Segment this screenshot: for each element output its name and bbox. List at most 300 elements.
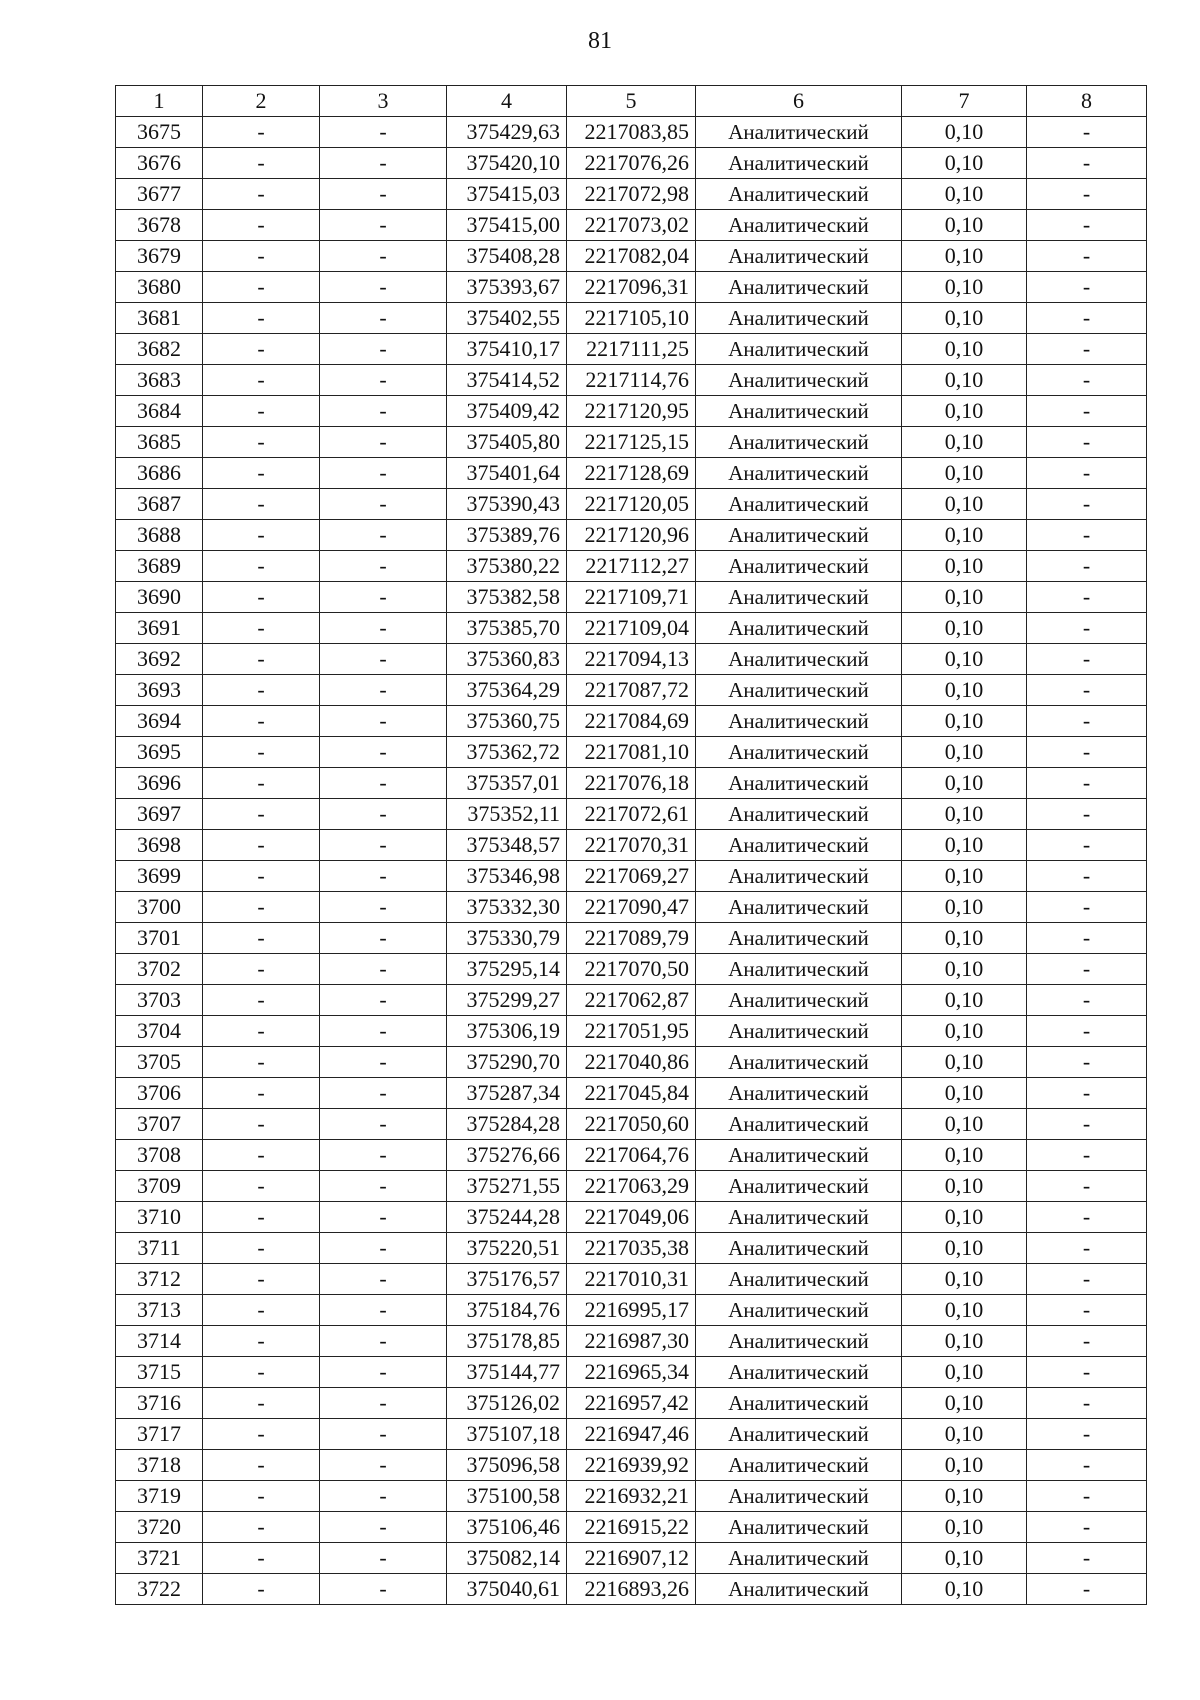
coord-y: 2217120,95 [567, 396, 696, 427]
table-row [116, 675, 1147, 706]
col-8-value: - [1027, 954, 1147, 985]
method: Аналитический [696, 1078, 902, 1109]
coord-y: 2217082,04 [567, 241, 696, 272]
coord-y: 2216995,17 [567, 1295, 696, 1326]
col-8-value: - [1027, 148, 1147, 179]
coord-y: 2216965,34 [567, 1357, 696, 1388]
point-number: 3704 [116, 1016, 203, 1047]
table-row [116, 799, 1147, 830]
table-row [116, 1202, 1147, 1233]
coord-x: 375271,55 [447, 1171, 567, 1202]
method: Аналитический [696, 1202, 902, 1233]
point-number: 3712 [116, 1264, 203, 1295]
col-2-value: - [203, 520, 320, 551]
col-3-value: - [320, 1574, 447, 1605]
coord-x: 375402,55 [447, 303, 567, 334]
table-row [116, 706, 1147, 737]
coord-x: 375364,29 [447, 675, 567, 706]
accuracy: 0,10 [902, 179, 1027, 210]
accuracy: 0,10 [902, 1450, 1027, 1481]
point-number: 3692 [116, 644, 203, 675]
point-number: 3719 [116, 1481, 203, 1512]
col-8-value: - [1027, 830, 1147, 861]
col-2-value: - [203, 1078, 320, 1109]
method: Аналитический [696, 923, 902, 954]
col-8-value: - [1027, 179, 1147, 210]
accuracy: 0,10 [902, 1543, 1027, 1574]
method: Аналитический [696, 1233, 902, 1264]
accuracy: 0,10 [902, 613, 1027, 644]
accuracy: 0,10 [902, 1202, 1027, 1233]
table-row [116, 1109, 1147, 1140]
column-header: 8 [1027, 86, 1147, 117]
col-2-value: - [203, 551, 320, 582]
table-row [116, 985, 1147, 1016]
col-8-value: - [1027, 1264, 1147, 1295]
table-row [116, 272, 1147, 303]
point-number: 3718 [116, 1450, 203, 1481]
point-number: 3707 [116, 1109, 203, 1140]
accuracy: 0,10 [902, 365, 1027, 396]
col-2-value: - [203, 737, 320, 768]
accuracy: 0,10 [902, 1295, 1027, 1326]
accuracy: 0,10 [902, 1233, 1027, 1264]
coord-y: 2217072,61 [567, 799, 696, 830]
accuracy: 0,10 [902, 954, 1027, 985]
coord-y: 2217109,71 [567, 582, 696, 613]
method: Аналитический [696, 1388, 902, 1419]
col-2-value: - [203, 210, 320, 241]
col-2-value: - [203, 303, 320, 334]
method: Аналитический [696, 1574, 902, 1605]
method: Аналитический [696, 1264, 902, 1295]
col-8-value: - [1027, 303, 1147, 334]
col-3-value: - [320, 1078, 447, 1109]
col-8-value: - [1027, 520, 1147, 551]
coord-y: 2217063,29 [567, 1171, 696, 1202]
coord-x: 375040,61 [447, 1574, 567, 1605]
point-number: 3675 [116, 117, 203, 148]
method: Аналитический [696, 737, 902, 768]
col-2-value: - [203, 644, 320, 675]
coord-x: 375126,02 [447, 1388, 567, 1419]
coord-x: 375382,58 [447, 582, 567, 613]
coord-y: 2217069,27 [567, 861, 696, 892]
col-8-value: - [1027, 1543, 1147, 1574]
point-number: 3681 [116, 303, 203, 334]
coord-y: 2217112,27 [567, 551, 696, 582]
col-3-value: - [320, 1140, 447, 1171]
col-2-value: - [203, 1047, 320, 1078]
col-2-value: - [203, 1543, 320, 1574]
accuracy: 0,10 [902, 675, 1027, 706]
point-number: 3711 [116, 1233, 203, 1264]
table-row [116, 1171, 1147, 1202]
accuracy: 0,10 [902, 737, 1027, 768]
col-8-value: - [1027, 1016, 1147, 1047]
col-2-value: - [203, 985, 320, 1016]
col-8-value: - [1027, 1078, 1147, 1109]
column-header: 6 [696, 86, 902, 117]
method: Аналитический [696, 1140, 902, 1171]
coord-x: 375290,70 [447, 1047, 567, 1078]
col-3-value: - [320, 458, 447, 489]
method: Аналитический [696, 1016, 902, 1047]
accuracy: 0,10 [902, 1512, 1027, 1543]
col-3-value: - [320, 148, 447, 179]
page-number: 81 [588, 28, 612, 54]
table-row [116, 334, 1147, 365]
point-number: 3720 [116, 1512, 203, 1543]
coord-x: 375107,18 [447, 1419, 567, 1450]
col-2-value: - [203, 1109, 320, 1140]
col-3-value: - [320, 1419, 447, 1450]
method: Аналитический [696, 1171, 902, 1202]
col-3-value: - [320, 1357, 447, 1388]
col-8-value: - [1027, 117, 1147, 148]
col-8-value: - [1027, 1047, 1147, 1078]
col-3-value: - [320, 830, 447, 861]
col-2-value: - [203, 1388, 320, 1419]
point-number: 3698 [116, 830, 203, 861]
coord-y: 2217062,87 [567, 985, 696, 1016]
point-number: 3706 [116, 1078, 203, 1109]
coord-x: 375330,79 [447, 923, 567, 954]
method: Аналитический [696, 985, 902, 1016]
coord-y: 2217120,05 [567, 489, 696, 520]
point-number: 3682 [116, 334, 203, 365]
coord-x: 375360,75 [447, 706, 567, 737]
table-row [116, 520, 1147, 551]
col-8-value: - [1027, 365, 1147, 396]
coord-x: 375184,76 [447, 1295, 567, 1326]
col-2-value: - [203, 1264, 320, 1295]
col-2-value: - [203, 1357, 320, 1388]
column-header: 5 [567, 86, 696, 117]
table-row [116, 1512, 1147, 1543]
col-3-value: - [320, 985, 447, 1016]
col-2-value: - [203, 799, 320, 830]
accuracy: 0,10 [902, 117, 1027, 148]
point-number: 3679 [116, 241, 203, 272]
point-number: 3696 [116, 768, 203, 799]
col-2-value: - [203, 1419, 320, 1450]
table-row [116, 1016, 1147, 1047]
col-3-value: - [320, 954, 447, 985]
col-8-value: - [1027, 272, 1147, 303]
accuracy: 0,10 [902, 985, 1027, 1016]
col-3-value: - [320, 799, 447, 830]
coord-y: 2217089,79 [567, 923, 696, 954]
col-2-value: - [203, 427, 320, 458]
accuracy: 0,10 [902, 396, 1027, 427]
table-row [116, 1326, 1147, 1357]
coord-y: 2217051,95 [567, 1016, 696, 1047]
col-8-value: - [1027, 613, 1147, 644]
method: Аналитический [696, 210, 902, 241]
col-2-value: - [203, 1481, 320, 1512]
point-number: 3676 [116, 148, 203, 179]
coord-x: 375380,22 [447, 551, 567, 582]
col-3-value: - [320, 923, 447, 954]
col-8-value: - [1027, 799, 1147, 830]
col-8-value: - [1027, 1109, 1147, 1140]
coord-x: 375360,83 [447, 644, 567, 675]
table-row [116, 1295, 1147, 1326]
coord-x: 375420,10 [447, 148, 567, 179]
col-2-value: - [203, 1140, 320, 1171]
point-number: 3702 [116, 954, 203, 985]
accuracy: 0,10 [902, 241, 1027, 272]
coordinates-table [115, 85, 1147, 1605]
coord-x: 375357,01 [447, 768, 567, 799]
col-2-value: - [203, 954, 320, 985]
col-3-value: - [320, 210, 447, 241]
col-8-value: - [1027, 1326, 1147, 1357]
col-2-value: - [203, 1574, 320, 1605]
table-row [116, 1357, 1147, 1388]
accuracy: 0,10 [902, 489, 1027, 520]
accuracy: 0,10 [902, 303, 1027, 334]
col-3-value: - [320, 1512, 447, 1543]
coord-x: 375390,43 [447, 489, 567, 520]
table-row [116, 923, 1147, 954]
coord-y: 2217076,18 [567, 768, 696, 799]
col-2-value: - [203, 768, 320, 799]
col-3-value: - [320, 892, 447, 923]
col-3-value: - [320, 644, 447, 675]
point-number: 3699 [116, 861, 203, 892]
method: Аналитический [696, 458, 902, 489]
point-number: 3694 [116, 706, 203, 737]
coord-x: 375287,34 [447, 1078, 567, 1109]
col-2-value: - [203, 613, 320, 644]
point-number: 3686 [116, 458, 203, 489]
coord-x: 375393,67 [447, 272, 567, 303]
col-8-value: - [1027, 892, 1147, 923]
accuracy: 0,10 [902, 1171, 1027, 1202]
table-row [116, 861, 1147, 892]
coordinates-table-container [115, 85, 1146, 1605]
coord-y: 2216939,92 [567, 1450, 696, 1481]
accuracy: 0,10 [902, 551, 1027, 582]
point-number: 3697 [116, 799, 203, 830]
point-number: 3708 [116, 1140, 203, 1171]
method: Аналитический [696, 241, 902, 272]
column-header: 1 [116, 86, 203, 117]
table-row [116, 1388, 1147, 1419]
col-8-value: - [1027, 923, 1147, 954]
col-3-value: - [320, 613, 447, 644]
coord-x: 375415,03 [447, 179, 567, 210]
accuracy: 0,10 [902, 861, 1027, 892]
col-3-value: - [320, 179, 447, 210]
table-row [116, 303, 1147, 334]
col-3-value: - [320, 1016, 447, 1047]
coord-y: 2217111,25 [567, 334, 696, 365]
col-2-value: - [203, 179, 320, 210]
accuracy: 0,10 [902, 1326, 1027, 1357]
table-row [116, 1450, 1147, 1481]
col-3-value: - [320, 1543, 447, 1574]
point-number: 3689 [116, 551, 203, 582]
col-2-value: - [203, 1202, 320, 1233]
col-2-value: - [203, 1450, 320, 1481]
point-number: 3705 [116, 1047, 203, 1078]
coord-y: 2217105,10 [567, 303, 696, 334]
col-8-value: - [1027, 1388, 1147, 1419]
coord-x: 375096,58 [447, 1450, 567, 1481]
accuracy: 0,10 [902, 210, 1027, 241]
col-3-value: - [320, 551, 447, 582]
accuracy: 0,10 [902, 427, 1027, 458]
col-3-value: - [320, 1047, 447, 1078]
col-8-value: - [1027, 1171, 1147, 1202]
method: Аналитический [696, 644, 902, 675]
col-3-value: - [320, 1481, 447, 1512]
table-row [116, 1574, 1147, 1605]
coord-y: 2217010,31 [567, 1264, 696, 1295]
coord-y: 2216957,42 [567, 1388, 696, 1419]
method: Аналитический [696, 706, 902, 737]
table-row [116, 365, 1147, 396]
coord-y: 2217120,96 [567, 520, 696, 551]
accuracy: 0,10 [902, 1140, 1027, 1171]
point-number: 3703 [116, 985, 203, 1016]
table-row [116, 1140, 1147, 1171]
col-8-value: - [1027, 1202, 1147, 1233]
col-8-value: - [1027, 458, 1147, 489]
col-2-value: - [203, 675, 320, 706]
table-row [116, 1264, 1147, 1295]
table-row [116, 737, 1147, 768]
col-8-value: - [1027, 582, 1147, 613]
table-header-row [116, 86, 1147, 117]
accuracy: 0,10 [902, 892, 1027, 923]
col-3-value: - [320, 117, 447, 148]
col-8-value: - [1027, 427, 1147, 458]
col-3-value: - [320, 1171, 447, 1202]
table-row [116, 179, 1147, 210]
coord-y: 2217050,60 [567, 1109, 696, 1140]
coord-y: 2217045,84 [567, 1078, 696, 1109]
col-8-value: - [1027, 737, 1147, 768]
accuracy: 0,10 [902, 830, 1027, 861]
col-8-value: - [1027, 1295, 1147, 1326]
coord-x: 375410,17 [447, 334, 567, 365]
col-8-value: - [1027, 675, 1147, 706]
accuracy: 0,10 [902, 1419, 1027, 1450]
method: Аналитический [696, 551, 902, 582]
col-2-value: - [203, 1512, 320, 1543]
coord-y: 2217073,02 [567, 210, 696, 241]
method: Аналитический [696, 1450, 902, 1481]
col-2-value: - [203, 582, 320, 613]
col-2-value: - [203, 489, 320, 520]
col-2-value: - [203, 1295, 320, 1326]
coord-x: 375348,57 [447, 830, 567, 861]
method: Аналитический [696, 179, 902, 210]
col-8-value: - [1027, 706, 1147, 737]
col-8-value: - [1027, 644, 1147, 675]
col-2-value: - [203, 830, 320, 861]
col-2-value: - [203, 272, 320, 303]
coord-y: 2217072,98 [567, 179, 696, 210]
table-row [116, 427, 1147, 458]
col-3-value: - [320, 737, 447, 768]
method: Аналитический [696, 148, 902, 179]
coord-y: 2217128,69 [567, 458, 696, 489]
col-2-value: - [203, 334, 320, 365]
coord-x: 375346,98 [447, 861, 567, 892]
point-number: 3709 [116, 1171, 203, 1202]
col-8-value: - [1027, 210, 1147, 241]
point-number: 3716 [116, 1388, 203, 1419]
method: Аналитический [696, 489, 902, 520]
col-8-value: - [1027, 768, 1147, 799]
method: Аналитический [696, 954, 902, 985]
table-row [116, 489, 1147, 520]
col-3-value: - [320, 1326, 447, 1357]
col-2-value: - [203, 365, 320, 396]
col-3-value: - [320, 489, 447, 520]
point-number: 3680 [116, 272, 203, 303]
coord-y: 2217094,13 [567, 644, 696, 675]
coord-x: 375401,64 [447, 458, 567, 489]
col-8-value: - [1027, 241, 1147, 272]
col-2-value: - [203, 241, 320, 272]
accuracy: 0,10 [902, 334, 1027, 365]
method: Аналитический [696, 520, 902, 551]
accuracy: 0,10 [902, 768, 1027, 799]
col-2-value: - [203, 458, 320, 489]
col-8-value: - [1027, 551, 1147, 582]
col-3-value: - [320, 365, 447, 396]
method: Аналитический [696, 830, 902, 861]
coord-x: 375306,19 [447, 1016, 567, 1047]
coord-x: 375405,80 [447, 427, 567, 458]
coord-y: 2216932,21 [567, 1481, 696, 1512]
table-row [116, 582, 1147, 613]
coord-y: 2217114,76 [567, 365, 696, 396]
method: Аналитический [696, 365, 902, 396]
point-number: 3690 [116, 582, 203, 613]
col-2-value: - [203, 117, 320, 148]
coord-y: 2217125,15 [567, 427, 696, 458]
point-number: 3701 [116, 923, 203, 954]
accuracy: 0,10 [902, 148, 1027, 179]
table-row [116, 768, 1147, 799]
method: Аналитический [696, 1109, 902, 1140]
coord-x: 375389,76 [447, 520, 567, 551]
col-2-value: - [203, 1233, 320, 1264]
method: Аналитический [696, 1481, 902, 1512]
table-row [116, 613, 1147, 644]
point-number: 3678 [116, 210, 203, 241]
table-row [116, 954, 1147, 985]
coord-x: 375352,11 [447, 799, 567, 830]
point-number: 3721 [116, 1543, 203, 1574]
coord-y: 2217084,69 [567, 706, 696, 737]
col-8-value: - [1027, 1419, 1147, 1450]
point-number: 3710 [116, 1202, 203, 1233]
accuracy: 0,10 [902, 1047, 1027, 1078]
point-number: 3687 [116, 489, 203, 520]
col-8-value: - [1027, 396, 1147, 427]
coord-x: 375176,57 [447, 1264, 567, 1295]
coord-y: 2216947,46 [567, 1419, 696, 1450]
col-2-value: - [203, 396, 320, 427]
